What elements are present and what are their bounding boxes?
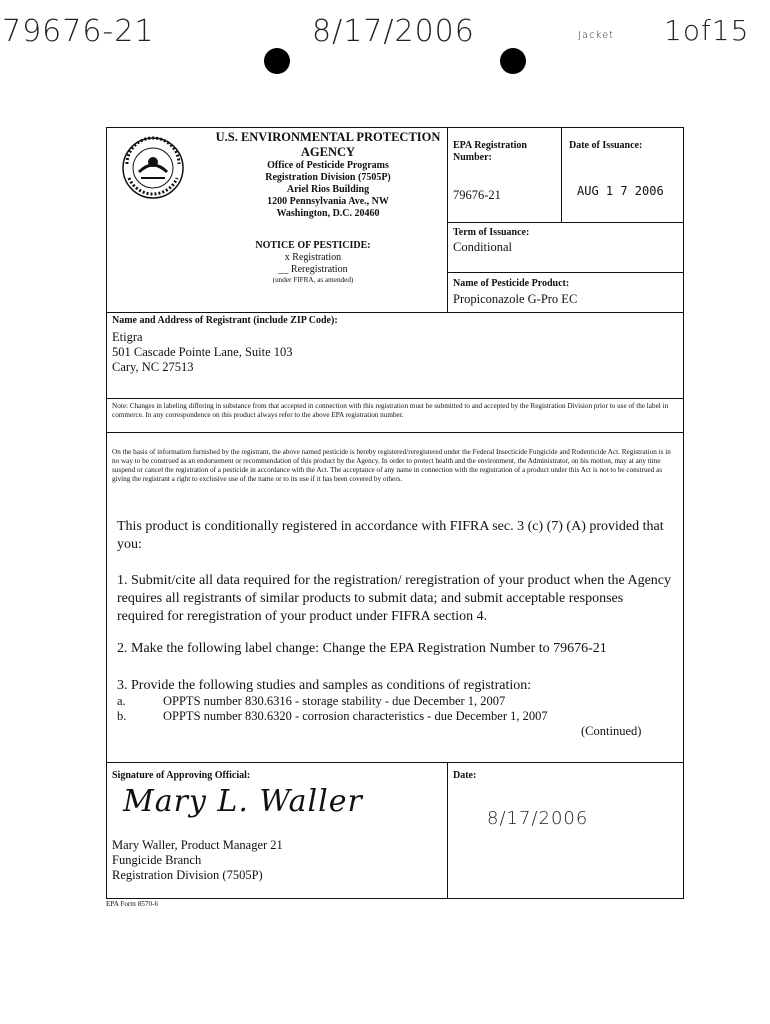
signature-date-label: Date: xyxy=(453,770,477,781)
agency-city: Washington, D.C. 20460 xyxy=(276,208,380,219)
condition-item-2: 2. Make the following label change: Change the EPA Registration Number to 79676-21 xyxy=(117,641,607,656)
registration-legal-text: On the basis of information furnished by the registrant, the above named pesticide is hereby registered/reregistered under the Federal Insecticide Fungicide and Rodenticide Act. Registration is in no way to be construed as an endorsement or recommendation of this product by the Agency. In order to protect health and the environment, the Administrator, on his motion, may at any time suspend or cancel the registration of a pesticide in accordance with the Act. The acceptance of any name in connection with the registration of a product under this Act is not to be construed as giving the registrant a right to exclusive use of the name or to its use if it has been covered by others. xyxy=(112,448,671,483)
pesticide-notice-form xyxy=(106,127,684,899)
epa-reg-number-value: 79676-21 xyxy=(453,188,501,202)
condition-3b: OPPTS number 830.6320 - corrosion characteristics - due December 1, 2007 xyxy=(163,709,548,723)
conditional-intro: This product is conditionally registered in accordance with FIFRA sec. 3 (c) (7) (A) provided that you: xyxy=(117,519,664,552)
notice-under-fifra: (under FIFRA, as amended) xyxy=(272,276,354,284)
punch-hole-left xyxy=(264,48,290,74)
epa-seal-icon xyxy=(121,136,185,200)
issuance-date-stamp: AUG 1 7 2006 xyxy=(577,184,664,198)
term-of-issuance-label: Term of Issuance: xyxy=(453,227,530,238)
form-number: EPA Form 8570-6 xyxy=(106,900,159,908)
handwritten-reg-number: 79676-21 xyxy=(2,14,155,49)
official-branch: Fungicide Branch xyxy=(112,853,202,867)
agency-office: Office of Pesticide Programs xyxy=(267,160,389,171)
notice-reregistration: __ Reregistration xyxy=(278,264,348,275)
labeling-note: Note: Changes in labeling differing in substance from that accepted in connection with this registration must be submitted to and accepted by the Registration Division prior to use of the label in commerce. In any correspondence on this product always refer to the above EPA registration number. xyxy=(112,402,669,419)
continued-note: (Continued) xyxy=(581,724,642,738)
issuance-date-label: Date of Issuance: xyxy=(569,140,643,151)
official-name: Mary Waller, Product Manager 21 xyxy=(112,838,283,852)
agency-building: Ariel Rios Building xyxy=(286,184,370,195)
agency-name-line2: AGENCY xyxy=(300,145,356,159)
registrant-city: Cary, NC 27513 xyxy=(112,360,194,374)
registrant-label: Name and Address of Registrant (include ZIP Code): xyxy=(112,315,338,326)
handwritten-page-count: 1of15 xyxy=(664,14,750,47)
handwritten-signature: Mary L. Waller xyxy=(123,784,363,819)
punch-hole-right xyxy=(500,48,526,74)
condition-item-1: 1. Submit/cite all data required for the registration/ reregistration of your product when the Agency requires all registrants of similar products to submit data; and submit acceptable responses required for reregistration of your product under FIFRA section 4. xyxy=(117,573,671,624)
condition-3b-letter: b. xyxy=(117,709,127,723)
handwritten-date: 8/17/2006 xyxy=(312,14,475,49)
agency-division: Registration Division (7505P) xyxy=(265,172,391,183)
term-of-issuance-value: Conditional xyxy=(453,240,513,254)
registrant-street: 501 Cascade Pointe Lane, Suite 103 xyxy=(112,345,293,359)
notice-title: NOTICE OF PESTICIDE: xyxy=(255,240,371,251)
agency-street: 1200 Pennsylvania Ave., NW xyxy=(267,196,389,207)
product-name-value: Propiconazole G-Pro EC xyxy=(453,292,578,306)
signature-label: Signature of Approving Official: xyxy=(112,770,251,781)
notice-registration: x Registration xyxy=(284,252,342,263)
condition-item-3: 3. Provide the following studies and samples as conditions of registration: xyxy=(117,678,532,693)
registrant-name: Etigra xyxy=(112,330,143,344)
handwritten-initials: Jacket xyxy=(578,30,615,41)
agency-name-line1: U.S. ENVIRONMENTAL PROTECTION xyxy=(215,130,441,144)
handwritten-sign-date: 8/17/2006 xyxy=(487,808,589,829)
epa-reg-number-label: EPA Registration Number: xyxy=(453,140,527,163)
official-division: Registration Division (7505P) xyxy=(112,868,263,882)
product-name-label: Name of Pesticide Product: xyxy=(453,278,570,289)
condition-3a-letter: a. xyxy=(117,694,126,708)
condition-3a: OPPTS number 830.6316 - storage stability - due December 1, 2007 xyxy=(163,694,506,708)
